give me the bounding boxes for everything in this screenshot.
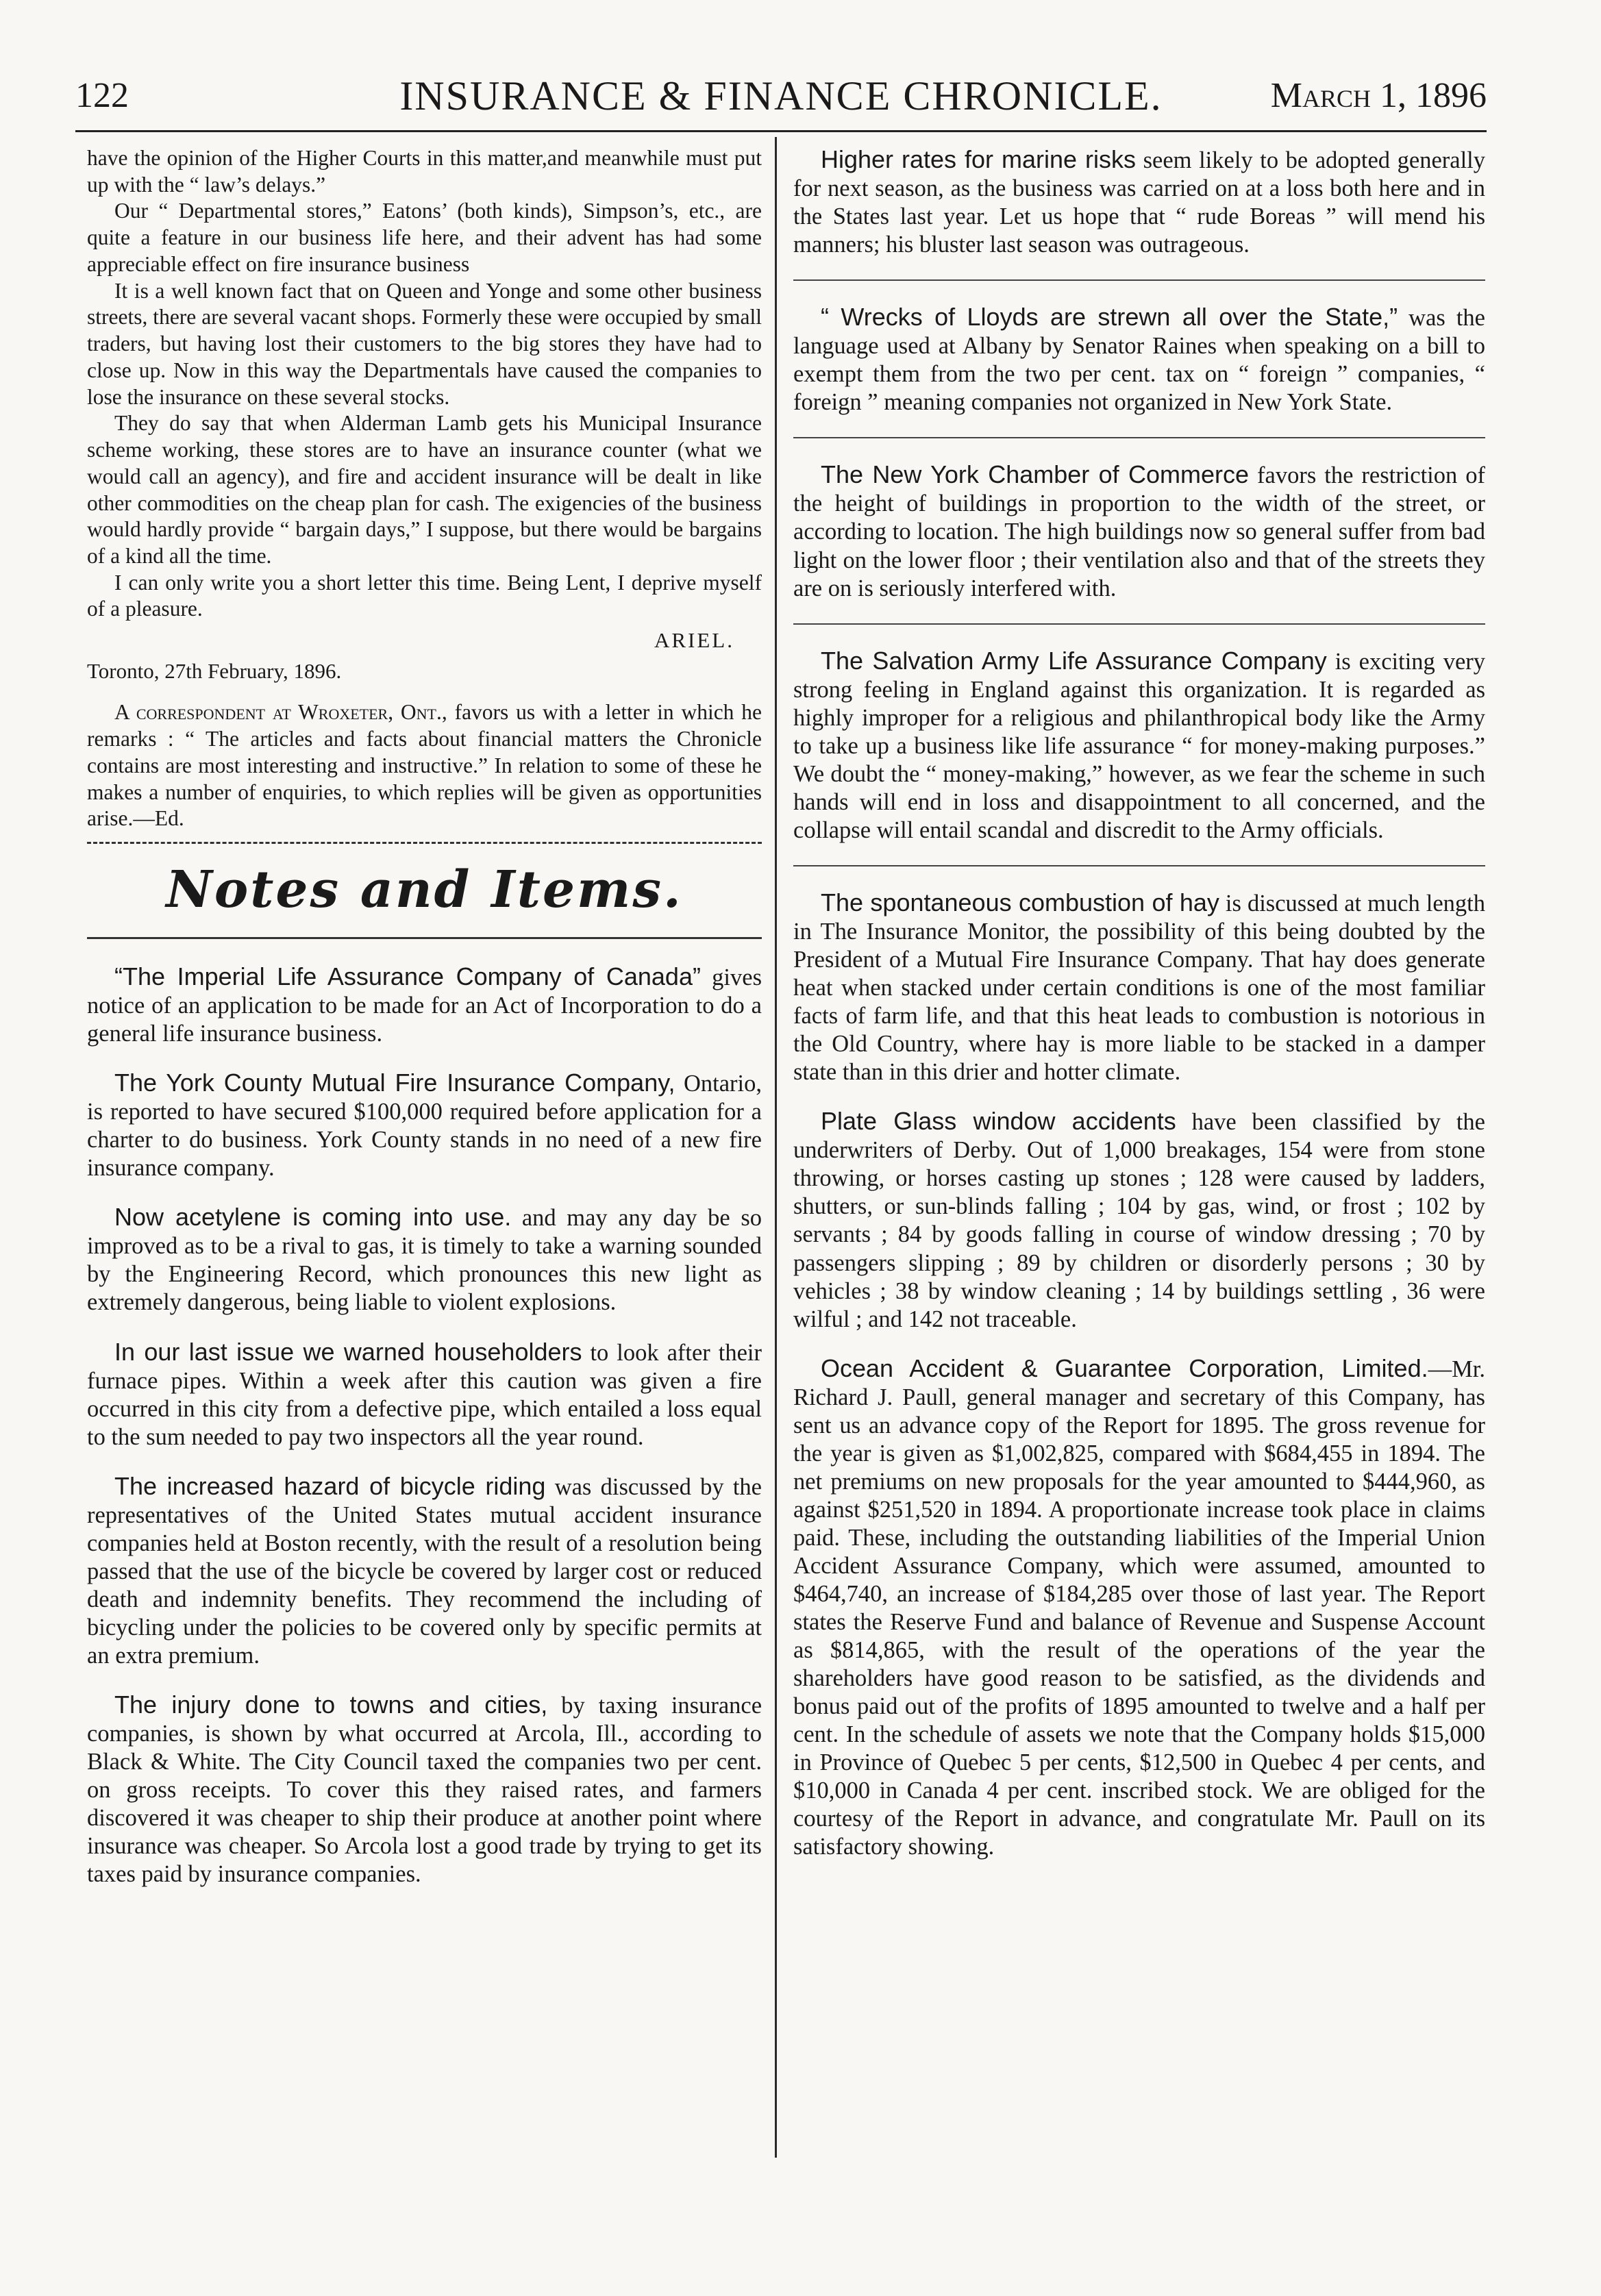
news-item (793, 1354, 1485, 1862)
news-item (87, 962, 762, 1048)
publication-title: INSURANCE & FINANCE CHRONICLE. (399, 73, 1163, 118)
item-lead: In our last issue we warned householders (114, 1337, 582, 1366)
news-item (793, 1107, 1485, 1333)
issue-date: March 1, 1896 (1270, 76, 1487, 115)
item-text: seem likely to be adopted generally for next season, as the business was carried on at a loss both here and in the States last year. Let us hope that “ rude Boreas ” will mend his manners; his bluster last season was outrageous. (793, 147, 1485, 258)
title-rule (87, 937, 762, 939)
page-number: 122 (75, 76, 129, 115)
item-rule (793, 437, 1485, 438)
section-divider (87, 842, 762, 853)
item-lead: The York County Mutual Fire Insurance Company, (114, 1069, 675, 1097)
letter-paragraph: It is a well known fact that on Queen and Yonge and some other business streets, there are several vacant shops. Formerly these were occupied by small traders, but having lost their customers to the big stores they have had to close up. Now in this way the Departmentals have caused the companies to lose the insurance on these several stocks. (87, 278, 762, 409)
item-rule (793, 865, 1485, 866)
item-text: was discussed by the representatives of the United States mutual accident insurance companies held at Boston recently, with the result of a resolution being passed that the use of the bicycle be covered by larger cost or reduced death and indemnity benefits. They recommend the including of bicycling under the policies to be covered only by specific permits at an extra premium. (87, 1473, 762, 1669)
news-item (87, 1472, 762, 1670)
item-lead: The New York Chamber of Commerce (821, 460, 1250, 489)
item-rule (793, 279, 1485, 281)
letter-paragraph: They do say that when Alderman Lamb gets his Municipal Insurance scheme working, these stores are to have an insurance counter (what we would call an agency), and fire and accident insurance will be dealt in like other commodities on the cheap plan for cash. The exigencies of the business would hardly provide “ bargain days,” I suppose, but there would be bargains of a kind all the time. (87, 411, 762, 569)
news-item (793, 647, 1485, 845)
item-text: favors the restriction of the height of buildings in proportion to the width of the street, or according to location. The high buildings now so general suffer from bad light on the lower floor ; their ventilation also and that of the streets they are on is seriously interfered with. (793, 462, 1485, 601)
letter-dateline: Toronto, 27th February, 1896. (87, 659, 342, 684)
item-lead: Higher rates for marine risks (821, 145, 1137, 173)
item-text: is discussed at much length in The Insurance Monitor, the possibility of this being doubted by the President of a Mutual Fire Insurance Company. That hay does generate heat when stacked under certain conditions is one of the most familiar facts of farm life, and that this heat leads to combustion is notorious in the Old Country, where hay is more liable to be stacked in a damper state than in this drier and hotter climate. (793, 890, 1485, 1086)
column-rule (775, 137, 777, 2158)
correspondent-lead: A correspondent at Wroxeter, Ont., (114, 700, 447, 725)
item-lead: Now acetylene is coming into use. (114, 1203, 512, 1232)
item-lead: The increased hazard of bicycle riding (114, 1471, 546, 1500)
item-text: and may any day be so improved as to be a rival to gas, it is timely to take a warning sounded by the Engineering Record, which pronounces this new light as extremely dangerous, being liable to violent explosions. (87, 1205, 762, 1316)
item-text: to look after their furnace pipes. Within a week after this caution was given a fire occurred in this city from a defective pipe, which entailed a loss equal to the sum needed to pay two inspectors all the year round. (87, 1339, 762, 1450)
letter (87, 145, 762, 832)
news-item (793, 888, 1485, 1086)
item-lead: Ocean Accident & Guarantee Corporation, Limited. (821, 1353, 1428, 1382)
item-lead: Plate Glass window accidents (821, 1107, 1176, 1136)
item-text: gives notice of an application to be made for an Act of Incorporation to do a general life insurance business. (87, 964, 762, 1047)
item-rule (793, 623, 1485, 625)
item-lead: The Salvation Army Life Assurance Company (821, 646, 1327, 675)
letter-paragraph: have the opinion of the Higher Courts in this matter,and meanwhile must put up with the “ law’s delays.” (87, 146, 762, 197)
letter-paragraph: Our “ Departmental stores,” Eatons’ (both kinds), Simpson’s, etc., are quite a feature in our business life here, and their advent has had some appreciable effect on fire insurance business (87, 199, 762, 276)
item-lead: “The Imperial Life Assurance Company of Canada” (114, 962, 701, 991)
item-text: Ontario, is reported to have secured $100,000 required before application for a charter to do business. York County stands in no need of a new fire insurance company. (87, 1071, 762, 1182)
news-item (87, 1069, 762, 1182)
news-item (87, 1338, 762, 1451)
item-text: is exciting very strong feeling in England against this organization. It is regarded as highly improper for a religious and philanthropical body like the Army to take up a business like life assurance “ for money-making purposes.” We doubt the “ money-making,” however, as we fear the scheme in such hands will end in loss and disappointment to all concerned, and the collapse will entail scandal and discredit to the Army officials. (793, 648, 1485, 843)
section-title: Notes and Items. (166, 860, 683, 920)
item-text: —Mr. Richard J. Paull, general manager and secretary of this Company, has sent us an advance copy of the Report for 1895. The gross revenue for the year is given as $1,002,825, compared with $684,455 in 1894. The net premiums on new proposals for the year amounted to $444,960, as against $251,520 in 1894. A proportionate increase took place in claims paid. These, including the outstanding liabilities of the Imperial Union Accident Assurance Company, which were assumed, amounted to $464,740, an increase of $184,285 over those of last year. The Report states the Reserve Fund and balance of Revenue and Suspense Account as $814,865, with the result of the operations of the year the shareholders have good reason to be satisfied, as the dividends and bonus paid out of the profits of 1895 amounted to twelve and a half per cent. In the schedule of assets we note that the Company holds $15,000 in Province of Quebec 5 per cents, $12,500 in Quebec 4 per cents, and $10,000 in Canada 4 per cent. inscribed stock. We are obliged for the courtesy of the Report in advance, and congratulate Mr. Paull on its satisfactory showing. (793, 1356, 1485, 1860)
item-text: have been classified by the underwriters of Derby. Out of 1,000 breakages, 154 were from stone throwing, or horses casting up stones ; 128 were caused by ladders, shutters, or sun-blinds falling ; 104 by gas, wind, or frost ; 102 by servants ; 84 by goods falling in course of window dressing ; 70 by passengers slipping ; 89 by children or disorderly persons ; 30 by vehicles ; 38 by window cleaning ; 14 by buildings settling , 36 were wilful ; and 142 not traceable. (793, 1109, 1485, 1332)
header-rule (75, 130, 1487, 132)
item-lead: “ Wrecks of Lloyds are strewn all over the State,” (821, 303, 1398, 332)
left-column (87, 145, 762, 1909)
news-item (793, 303, 1485, 416)
news-item (87, 1690, 762, 1888)
news-item (793, 145, 1485, 259)
right-column (793, 145, 1485, 1882)
letter-signature: ARIEL. (654, 628, 734, 653)
correspondent-note (87, 699, 762, 832)
item-lead: The injury done to towns and cities, (114, 1690, 548, 1719)
item-text: was the language used at Albany by Senator Raines when speaking on a bill to exempt them from the two per cent. tax on “ foreign ” companies, “ foreign ” meaning companies not organized in New York State. (793, 305, 1485, 416)
news-item (87, 1203, 762, 1317)
item-lead: The spontaneous combustion of hay (821, 888, 1219, 916)
news-item (793, 460, 1485, 602)
correspondent-text: favors us with a letter in which he remarks : “ The articles and facts about financial matters the Chronicle contains are most interesting and instructive.” In relation to some of these he makes a number of enquiries, to which replies will be given as opportunities arise.—Ed. (87, 700, 762, 831)
item-text: by taxing insurance companies, is shown by what occurred at Arcola, Ill., according to Black & White. The City Council taxed the companies two per cent. on gross receipts. To cover this they raised rates, and farmers discovered it was cheaper to ship their produce at another point where insurance was cheaper. So Arcola lost a good trade by trying to get its taxes paid by insurance companies. (87, 1693, 762, 1888)
page-header (75, 63, 1487, 129)
letter-paragraph: I can only write you a short letter this time. Being Lent, I deprive myself of a pleasure. (87, 570, 762, 621)
